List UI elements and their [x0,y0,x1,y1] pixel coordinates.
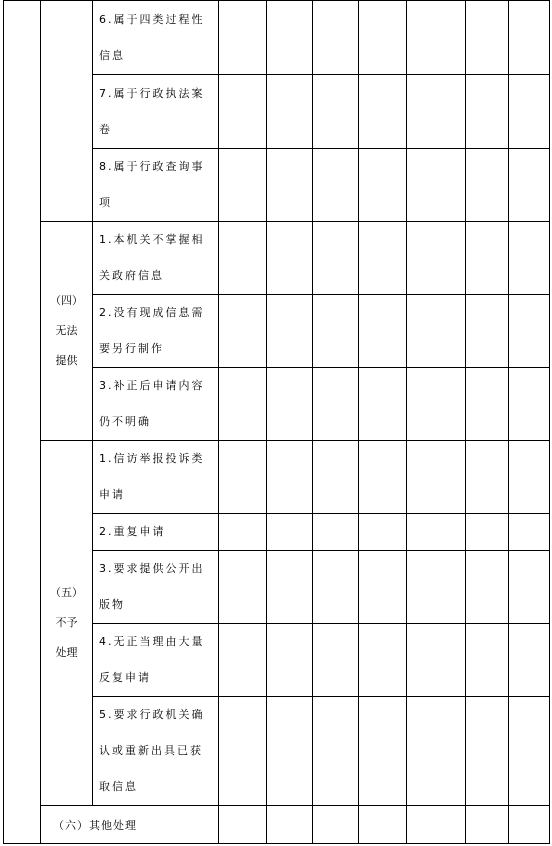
category-unable-to-provide: （四） 无法 提供 [41,222,93,441]
item-cell: 7.属于行政执法案 卷 [93,75,219,149]
item-cell: 4.无正当理由大量 反复申请 [93,624,219,697]
item-cell: 1.信访举报投诉类 申请 [93,441,219,514]
category-not-processed: （五） 不予 处理 [41,441,93,806]
item-cell: 2.没有现成信息需 要另行制作 [93,295,219,368]
category-cell-3 [41,1,93,222]
outer-category-cell [4,1,41,844]
category-other-processing: （六）其他处理 [41,806,219,844]
item-cell: 6.属于四类过程性 信息 [93,1,219,75]
item-cell: 5.要求行政机关确 认或重新出具已获 取信息 [93,697,219,806]
item-cell: 3.补正后申请内容 仍不明确 [93,368,219,441]
item-cell: 1.本机关不掌握相 关政府信息 [93,222,219,295]
item-cell: 3.要求提供公开出 版物 [93,551,219,624]
disclosure-stats-table [3,0,550,844]
item-cell: 2.重复申请 [93,514,219,551]
item-cell: 8.属于行政查询事 项 [93,149,219,222]
